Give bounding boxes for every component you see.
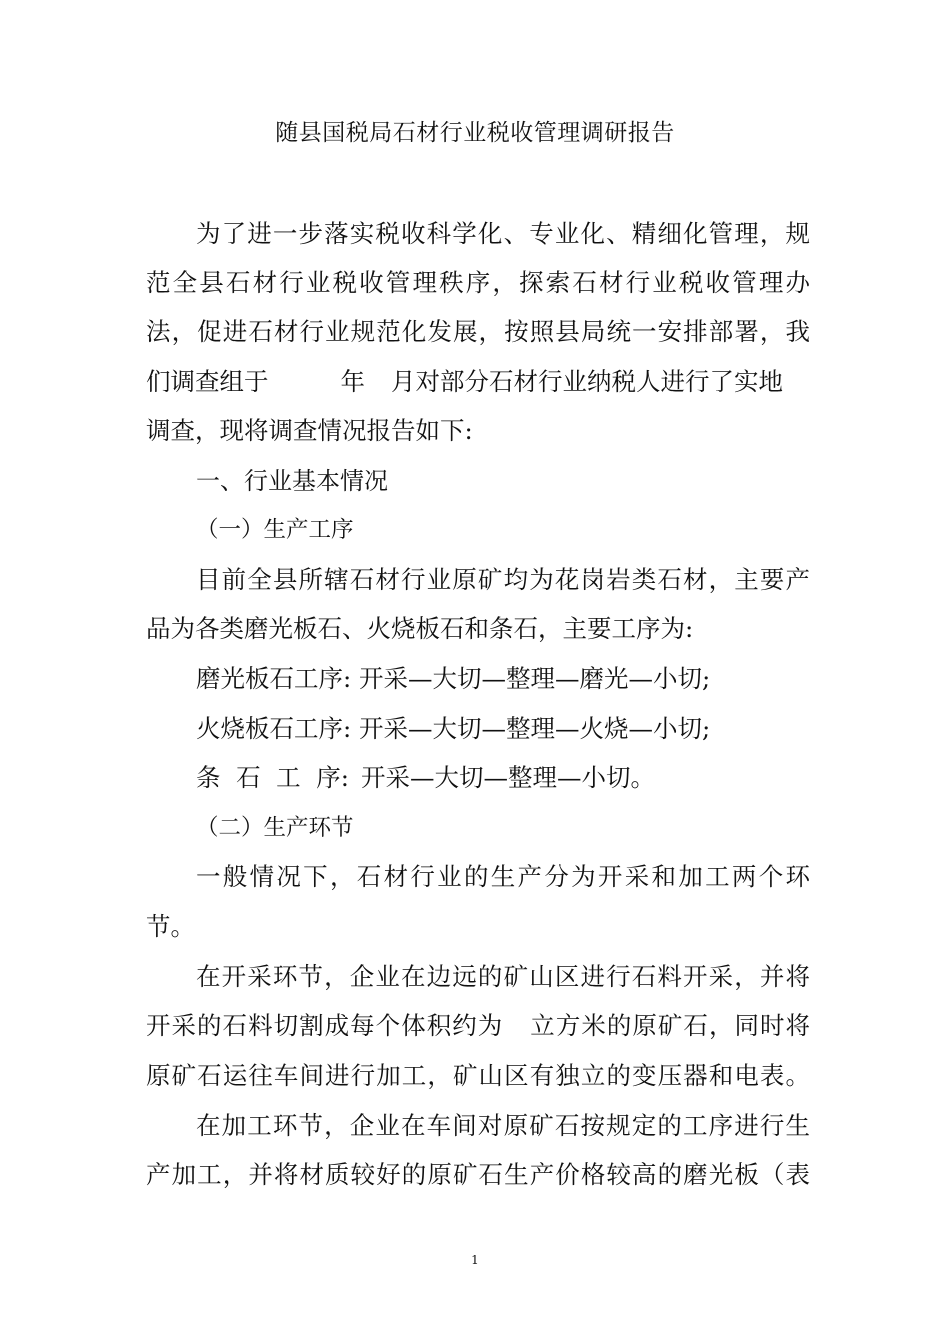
- intro-line-5: 调查，现将调查情况报告如下:: [146, 416, 473, 445]
- paragraph-line: 节。: [146, 912, 195, 941]
- process-line-strip: [196, 760, 810, 796]
- paragraph-line: 目前全县所辖石材行业原矿均为花岗岩类石材，主要产: [196, 565, 810, 594]
- process-line-strip-label: 条 石 工 序:: [196, 763, 349, 792]
- intro-line-3: 法，促进石材行业规范化发展，按照县局统一安排部署，我: [146, 317, 810, 346]
- paragraph-line: 在开采环节，企业在边远的矿山区进行石料开采，并将: [196, 962, 810, 991]
- paragraph-line: 品为各类磨光板石、火烧板石和条石，主要工序为:: [146, 614, 694, 643]
- intro-line-4-part-2: 年: [340, 367, 365, 396]
- paragraph-line: [146, 1008, 810, 1044]
- subsection-heading-1: （一）生产工序: [196, 517, 354, 543]
- process-line-strip-steps: 开采—大切—整理—小切。: [360, 763, 655, 792]
- page-number: 1: [471, 1253, 479, 1267]
- intro-line-1: 为了进一步落实税收科学化、专业化、精细化管理，规: [196, 219, 810, 248]
- intro-line-4-part-3: 月对部分石材行业纳税人进行了实地: [391, 367, 783, 396]
- paragraph-line: 原矿石运往车间进行加工，矿山区有独立的变压器和电表。: [146, 1061, 810, 1090]
- process-line-flamed: 火烧板石工序: 开采—大切—整理—火烧—小切;: [196, 714, 711, 743]
- intro-line-4-part-1: 们调查组于: [146, 367, 269, 396]
- document-title: 随县国税局石材行业税收管理调研报告: [275, 120, 675, 146]
- intro-line-2: 范全县石材行业税收管理秩序，探索石材行业税收管理办: [146, 268, 810, 297]
- paragraph-line-part-2: 立方米的原矿石，同时将: [529, 1011, 811, 1040]
- paragraph-line: 在加工环节，企业在车间对原矿石按规定的工序进行生: [196, 1111, 810, 1140]
- paragraph-line: 产加工，并将材质较好的原矿石生产价格较高的磨光板（表: [146, 1160, 810, 1189]
- paragraph-line-part-1: 开采的石料切割成每个体积约为: [146, 1011, 504, 1040]
- paragraph-line: 一般情况下，石材行业的生产分为开采和加工两个环: [196, 862, 810, 891]
- intro-line-4: [146, 364, 810, 400]
- process-line-polished: 磨光板石工序: 开采—大切—整理—磨光—小切;: [196, 664, 711, 693]
- section-heading: 一、行业基本情况: [196, 467, 388, 495]
- subsection-heading-2: （二）生产环节: [196, 815, 354, 841]
